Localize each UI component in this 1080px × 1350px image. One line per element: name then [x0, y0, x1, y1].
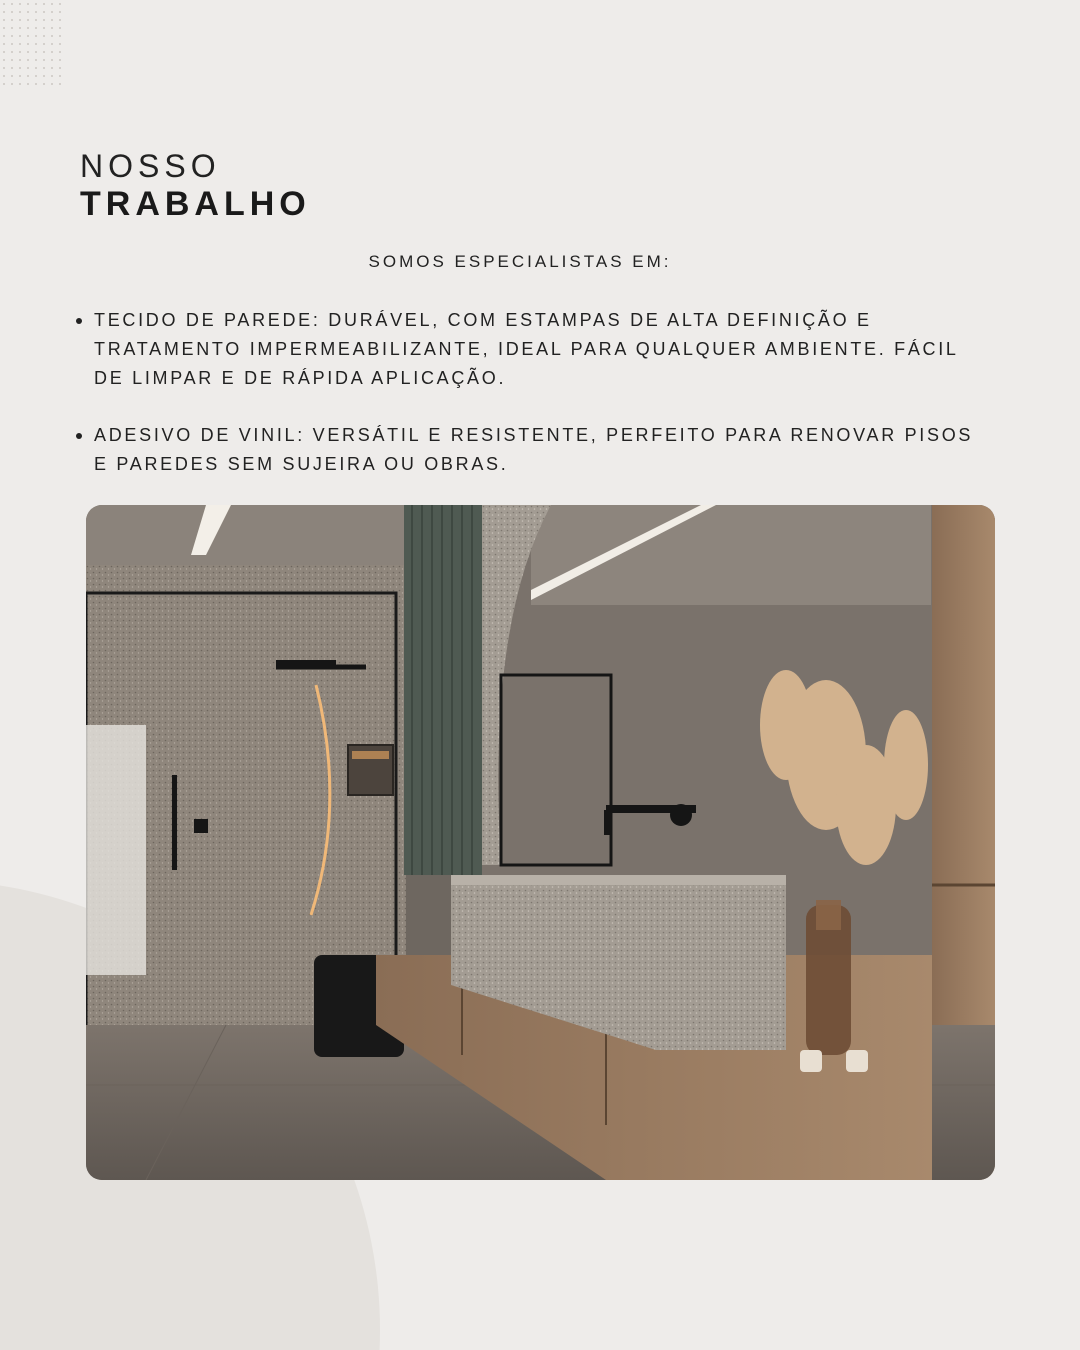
list-item	[76, 421, 976, 479]
bullet-icon	[76, 433, 82, 439]
intro-text: SOMOS ESPECIALISTAS EM:	[368, 252, 672, 271]
title-light: NOSSO	[80, 148, 221, 184]
page-title	[80, 148, 311, 224]
bathroom-illustration	[86, 505, 995, 1180]
bathroom-photo	[86, 505, 995, 1180]
list-item-text: ADESIVO DE VINIL: VERSÁTIL E RESISTENTE, PERFEITO PARA RENOVAR PISOS E PAREDES SEM SUJEIRA OU OBRAS.	[94, 425, 974, 474]
decorative-dot-grid	[0, 0, 64, 88]
list-item-text: TECIDO DE PAREDE: DURÁVEL, COM ESTAMPAS DE ALTA DEFINIÇÃO E TRATAMENTO IMPERMEABILIZANTE, IDEAL PARA QUALQUER AMBIENTE. FÁCIL DE LIMPAR E DE RÁPIDA APLICAÇÃO.	[94, 310, 958, 388]
specialties-list	[76, 306, 976, 507]
list-item	[76, 306, 976, 393]
bullet-icon	[76, 318, 82, 324]
title-bold: TRABALHO	[80, 184, 311, 223]
